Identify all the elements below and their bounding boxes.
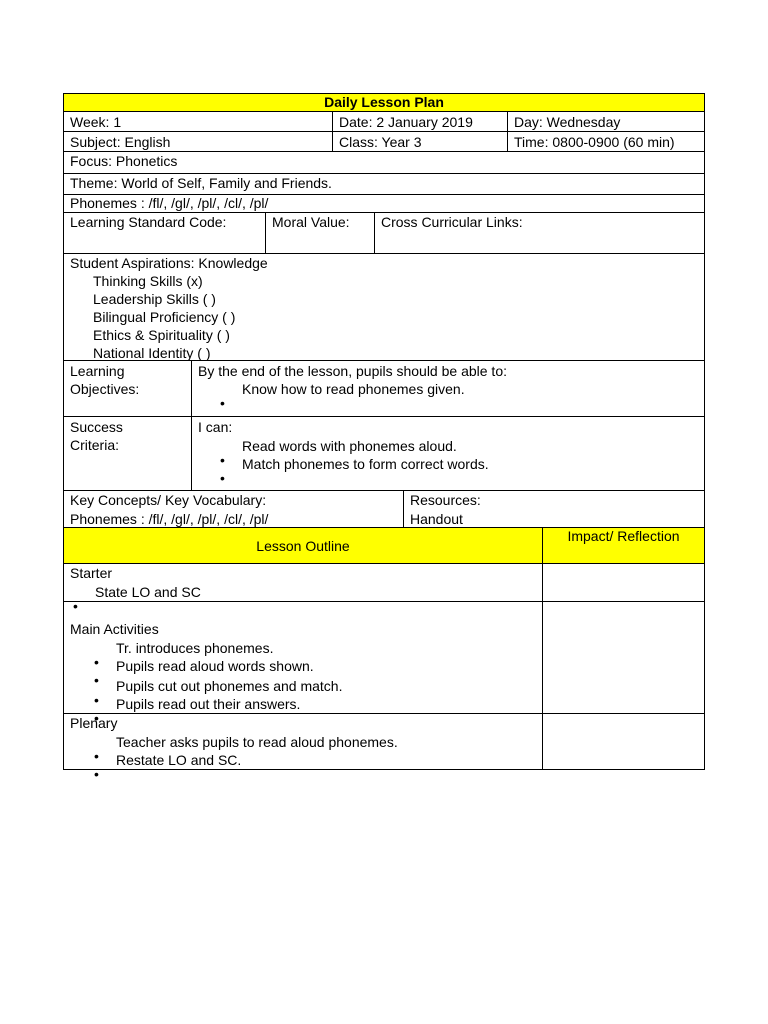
focus-text: Focus: Phonetics	[70, 153, 178, 169]
resources-value: Handout	[410, 511, 463, 527]
learning-standard-label: Learning Standard Code:	[70, 214, 227, 230]
moral-value-label: Moral Value:	[272, 214, 350, 230]
page-title: Daily Lesson Plan	[324, 94, 444, 110]
date-text: Date: 2 January 2019	[339, 114, 473, 130]
plenary-reflection-cell	[542, 713, 705, 770]
aspiration-item: Thinking Skills (x)	[93, 273, 203, 289]
objectives-label-line2: Objectives:	[70, 381, 140, 397]
vocab-value: Phonemes : /fl/, /gl/, /pl/, /cl/, /pl/	[70, 511, 269, 527]
main-reflection-cell	[542, 601, 705, 714]
week-text: Week: 1	[70, 114, 122, 130]
aspirations-heading: Student Aspirations: Knowledge	[70, 255, 268, 271]
starter-title: Starter	[70, 565, 113, 581]
objectives-intro: By the end of the lesson, pupils should be able to:	[198, 363, 507, 379]
aspiration-item: National Identity ( )	[93, 345, 211, 361]
phonemes-text: Phonemes : /fl/, /gl/, /pl/, /cl/, /pl/	[70, 195, 269, 211]
plenary-item: Restate LO and SC.	[116, 752, 242, 768]
cross-curricular-label: Cross Curricular Links:	[381, 214, 523, 230]
aspiration-item: Leadership Skills ( )	[93, 291, 216, 307]
outline-heading: Lesson Outline	[256, 538, 350, 554]
reflection-heading: Impact/ Reflection	[567, 528, 680, 544]
class-text: Class: Year 3	[339, 134, 422, 150]
success-label-line1: Success	[70, 419, 123, 435]
success-item: Match phonemes to form correct words.	[242, 456, 489, 472]
success-intro: I can:	[198, 419, 233, 435]
objectives-label-line1: Learning	[70, 363, 125, 379]
main-activity-item: Tr. introduces phonemes.	[116, 640, 274, 656]
vocab-label: Key Concepts/ Key Vocabulary:	[70, 492, 267, 508]
starter-item: State LO and SC	[95, 584, 201, 600]
time-text: Time: 0800-0900 (60 min)	[514, 134, 675, 150]
starter-reflection-cell	[542, 563, 705, 602]
aspiration-item: Bilingual Proficiency ( )	[93, 309, 236, 325]
subject-text: Subject: English	[70, 134, 171, 150]
main-activity-item: Pupils cut out phonemes and match.	[116, 678, 343, 694]
plenary-title: Plenary	[70, 715, 118, 731]
objective-item: Know how to read phonemes given.	[242, 381, 465, 397]
resources-label: Resources:	[410, 492, 481, 508]
plenary-item: Teacher asks pupils to read aloud phonemes.	[116, 734, 398, 750]
aspiration-item: Ethics & Spirituality ( )	[93, 327, 230, 343]
day-text: Day: Wednesday	[514, 114, 621, 130]
theme-text: Theme: World of Self, Family and Friends.	[70, 175, 332, 191]
main-activities-title: Main Activities	[70, 621, 159, 637]
main-activity-item: Pupils read aloud words shown.	[116, 658, 314, 674]
success-label-line2: Criteria:	[70, 437, 120, 453]
main-activity-item: Pupils read out their answers.	[116, 696, 301, 712]
success-item: Read words with phonemes aloud.	[242, 438, 457, 454]
